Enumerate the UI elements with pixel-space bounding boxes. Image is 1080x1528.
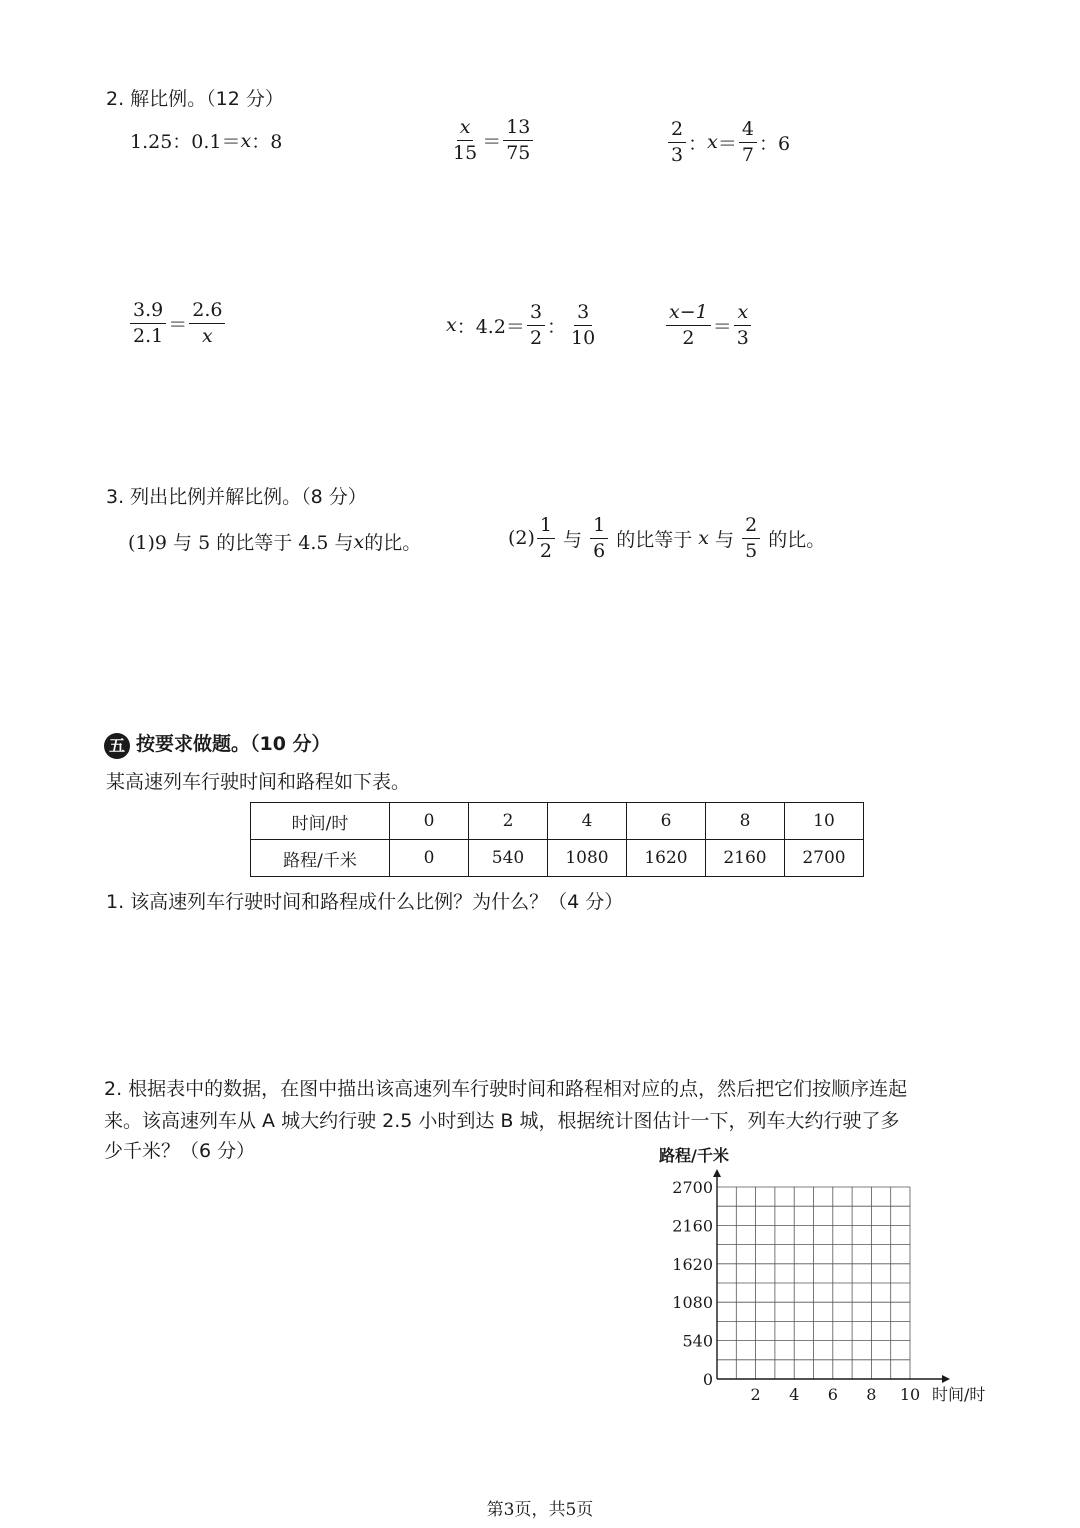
q3p2-text-e: 的比。 bbox=[762, 528, 826, 551]
eq3-colon: ： bbox=[688, 132, 708, 155]
section5-badge: 五 bbox=[104, 733, 130, 759]
q3p2-frac3 bbox=[742, 514, 760, 563]
table-row-distance bbox=[251, 840, 864, 877]
eq4-d1: 2.1 bbox=[133, 324, 164, 347]
q3p1-var: x bbox=[353, 530, 365, 553]
eq6-d2: 3 bbox=[736, 326, 749, 349]
q2-equation-6 bbox=[664, 301, 754, 350]
eq5-var: x bbox=[446, 314, 457, 337]
q3-title: 3. 列出比例并解比例。（8 分） bbox=[106, 486, 367, 508]
eq2-frac2 bbox=[503, 116, 533, 165]
q2-equation-4 bbox=[128, 299, 227, 348]
eq3-equals: ＝ bbox=[717, 132, 737, 155]
eq6-n2: x bbox=[734, 301, 751, 326]
eq5-d2: 10 bbox=[571, 326, 596, 349]
eq4-n2: 2.6 bbox=[189, 299, 225, 324]
x-tick-label: 2 bbox=[750, 1385, 761, 1404]
eq2-equals: ＝ bbox=[482, 130, 502, 153]
q3-part-2 bbox=[508, 514, 825, 563]
eq4-frac2 bbox=[189, 299, 225, 348]
eq6-equals: ＝ bbox=[712, 315, 732, 338]
table-cell: 540 bbox=[469, 840, 548, 877]
chart-labels bbox=[659, 1146, 985, 1404]
eq3-right: ：6 bbox=[758, 132, 791, 155]
table-cell: 2 bbox=[469, 803, 548, 840]
eq1-var: x bbox=[240, 129, 252, 152]
time-distance-table bbox=[250, 802, 864, 877]
q3p1-text-a: (1)9 与 5 的比等于 4.5 与 bbox=[128, 532, 354, 554]
eq3-d2: 7 bbox=[741, 143, 754, 166]
q2-equation-2 bbox=[448, 116, 535, 165]
table-cell: 2160 bbox=[706, 840, 785, 877]
x-tick-label: 10 bbox=[899, 1385, 921, 1404]
x-axis-title: 时间/时 bbox=[932, 1385, 986, 1404]
table-cell: 0 bbox=[390, 803, 469, 840]
q2-title: 2. 解比例。（12 分） bbox=[106, 88, 284, 110]
chart-grid bbox=[717, 1187, 910, 1379]
eq2-n1: x bbox=[457, 116, 474, 141]
eq2-frac1 bbox=[450, 116, 480, 165]
eq5-n1: 3 bbox=[527, 301, 545, 326]
q3p2-n3: 2 bbox=[742, 514, 760, 539]
y-tick-label: 1080 bbox=[672, 1293, 713, 1313]
eq4-n1: 3.9 bbox=[130, 299, 166, 324]
table-header-distance: 路程/千米 bbox=[251, 840, 390, 877]
x-axis-arrow bbox=[942, 1375, 950, 1383]
eq3-n2: 4 bbox=[739, 118, 757, 143]
x-tick-label: 6 bbox=[827, 1385, 838, 1404]
table-row-time bbox=[251, 803, 864, 840]
table-cell: 10 bbox=[785, 803, 864, 840]
y-tick-label: 0 bbox=[702, 1370, 713, 1389]
eq6-frac2 bbox=[734, 301, 752, 350]
table-cell: 4 bbox=[548, 803, 627, 840]
section5-heading bbox=[104, 729, 331, 759]
eq4-frac1 bbox=[130, 299, 166, 348]
eq5-frac2 bbox=[568, 301, 598, 350]
eq3-frac1 bbox=[668, 118, 686, 167]
eq2-n2: 13 bbox=[503, 116, 533, 141]
table-header-time: 时间/时 bbox=[251, 803, 390, 840]
y-tick-label: 2700 bbox=[672, 1178, 713, 1197]
page-footer: 第3页，共5页 bbox=[486, 1500, 594, 1520]
table-cell: 1080 bbox=[548, 840, 627, 877]
q3p2-var: x bbox=[698, 527, 710, 550]
x-tick-label: 4 bbox=[789, 1385, 800, 1404]
section5-sub2-line3: 少千米？（6 分） bbox=[104, 1140, 256, 1162]
y-axis-arrow bbox=[713, 1169, 721, 1177]
chart-axes bbox=[713, 1169, 950, 1383]
eq4-equals: ＝ bbox=[168, 313, 188, 336]
q3p2-d3: 5 bbox=[745, 539, 758, 562]
q2-equation-3 bbox=[666, 118, 790, 167]
eq1-left: 1.25：0.1＝ bbox=[130, 131, 241, 153]
section5-sub1: 1. 该高速列车行驶时间和路程成什么比例？为什么？（4 分） bbox=[106, 891, 624, 913]
x-tick-label: 8 bbox=[866, 1385, 877, 1404]
q2-equation-1 bbox=[130, 127, 282, 154]
y-tick-label: 540 bbox=[682, 1331, 713, 1351]
section5-title: 按要求做题。（10 分） bbox=[136, 733, 331, 755]
eq5-colon: ： bbox=[547, 315, 567, 338]
q3p2-text-a: (2) bbox=[508, 527, 535, 550]
y-tick-label: 2160 bbox=[672, 1216, 713, 1236]
q3p2-text-c: 的比等于 bbox=[610, 528, 699, 551]
q3p2-n1: 1 bbox=[537, 514, 555, 539]
eq1-right: ：8 bbox=[251, 131, 283, 153]
q3p2-text-b: 与 bbox=[557, 528, 589, 551]
table-cell: 1620 bbox=[627, 840, 706, 877]
eq6-d1: 2 bbox=[682, 326, 695, 349]
section5-sub2-line1: 2. 根据表中的数据，在图中描出该高速列车行驶时间和路程相对应的点，然后把它们按顺序连起 bbox=[104, 1078, 908, 1100]
table-cell: 6 bbox=[627, 803, 706, 840]
q2-equation-5 bbox=[446, 301, 600, 350]
section5-intro: 某高速列车行驶时间和路程如下表。 bbox=[106, 771, 411, 793]
eq2-d1: 15 bbox=[453, 141, 478, 164]
eq6-frac1 bbox=[666, 301, 711, 350]
eq2-d2: 75 bbox=[506, 141, 531, 164]
q3p2-n2: 1 bbox=[590, 514, 608, 539]
section5-sub2-line2: 来。该高速列车从 A 城大约行驶 2.5 小时到达 B 城，根据统计图估计一下，列车大约行驶了多 bbox=[104, 1110, 900, 1132]
q3p2-frac1 bbox=[537, 514, 555, 563]
y-tick-label: 1620 bbox=[672, 1254, 713, 1274]
q3p2-d2: 6 bbox=[593, 539, 606, 562]
y-axis-title: 路程/千米 bbox=[659, 1146, 729, 1165]
eq5-left: ：4.2＝ bbox=[456, 315, 525, 338]
q3p1-text-b: 的比。 bbox=[364, 532, 422, 554]
distance-time-chart bbox=[640, 1140, 1020, 1420]
eq3-n1: 2 bbox=[668, 118, 686, 143]
eq5-frac1 bbox=[527, 301, 545, 350]
q3-part-1 bbox=[128, 528, 421, 555]
q3p2-text-d: 与 bbox=[709, 528, 741, 551]
eq5-d1: 2 bbox=[529, 326, 543, 349]
eq4-d2: x bbox=[201, 324, 213, 347]
q3p2-d1: 2 bbox=[539, 539, 553, 562]
eq3-d1: 3 bbox=[671, 143, 684, 166]
eq6-n1: x−1 bbox=[666, 301, 711, 326]
table-cell: 0 bbox=[390, 840, 469, 877]
eq5-n2: 3 bbox=[574, 301, 592, 326]
table-cell: 8 bbox=[706, 803, 785, 840]
q3p2-frac2 bbox=[590, 514, 608, 563]
eq3-var: x bbox=[707, 131, 718, 154]
eq3-frac2 bbox=[739, 118, 757, 167]
table-cell: 2700 bbox=[785, 840, 864, 877]
